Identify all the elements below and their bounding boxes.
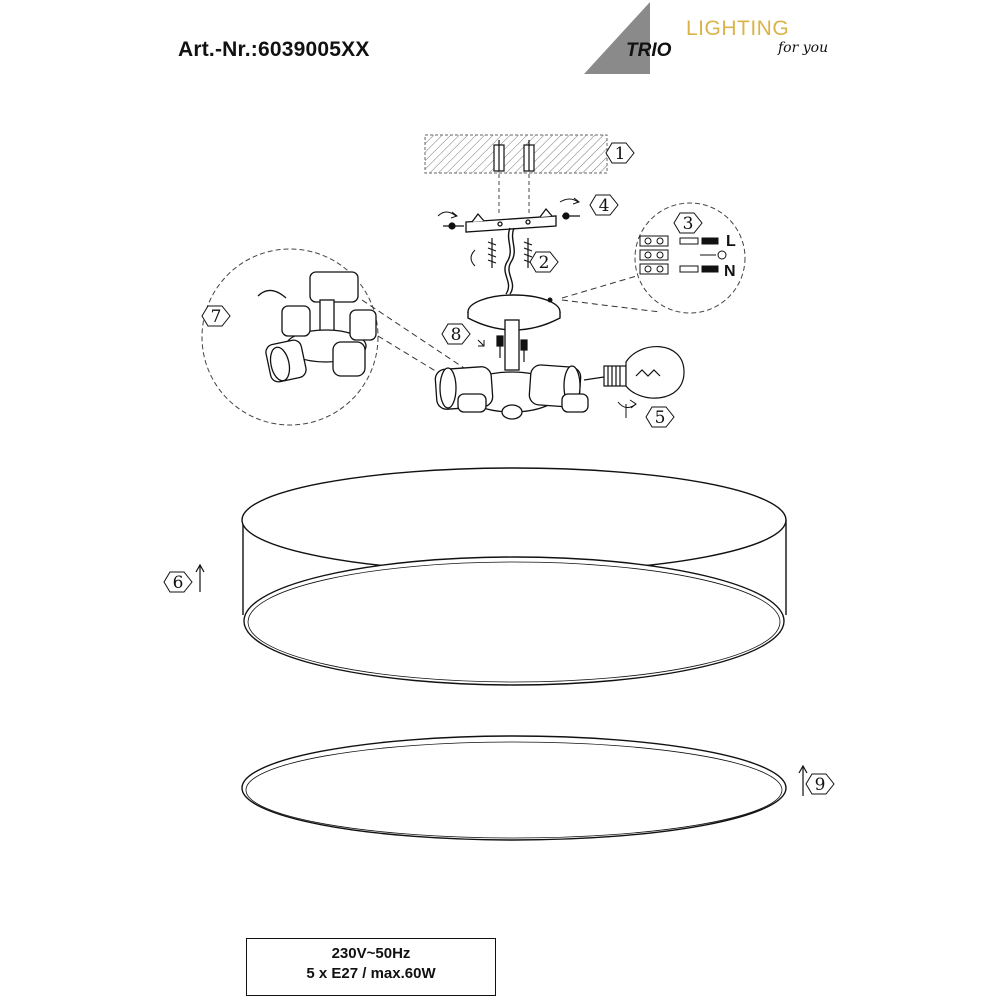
drill-guides [499,174,529,215]
supply-cable [505,228,514,294]
logo-brand: TRIO [626,40,672,61]
callout-8 [442,324,470,345]
spec-box [246,938,496,996]
svg-text:2: 2 [538,253,550,273]
svg-text:8: 8 [450,325,462,345]
svg-text:5: 5 [654,408,666,428]
article-number: Art.-Nr.:6039005XX [178,38,370,61]
svg-text:1: 1 [614,144,626,164]
ceiling [425,135,607,173]
mounting-bracket [466,209,556,232]
callout-1 [606,143,634,164]
lamp-shade [242,468,786,685]
callout-5 [646,407,674,428]
callout-9 [806,774,834,795]
svg-text:7: 7 [210,307,222,327]
spec-bulbs: 5 x E27 / max.60W [306,965,436,982]
bulb-rotate-arrow [618,400,636,418]
diffuser-plate [242,736,786,840]
set-screw-arrows [478,340,484,346]
diffuser-arrow [799,766,807,796]
light-bulb [584,347,684,399]
svg-text:9: 9 [814,775,826,795]
callout-6 [164,572,192,593]
shade-arrow [196,565,204,592]
logo-subtagline: for you [778,40,829,56]
svg-text:4: 4 [598,196,610,216]
wire-live-label: L [726,233,736,250]
spec-voltage: 230V~50Hz [331,945,411,962]
svg-text:3: 3 [682,214,694,234]
svg-text:6: 6 [172,573,184,593]
wire-neutral-label: N [724,263,736,280]
callout-2 [530,252,558,273]
bracket-detail [202,249,378,425]
logo-tagline: LIGHTING [686,17,790,40]
callout-4 [590,195,618,216]
